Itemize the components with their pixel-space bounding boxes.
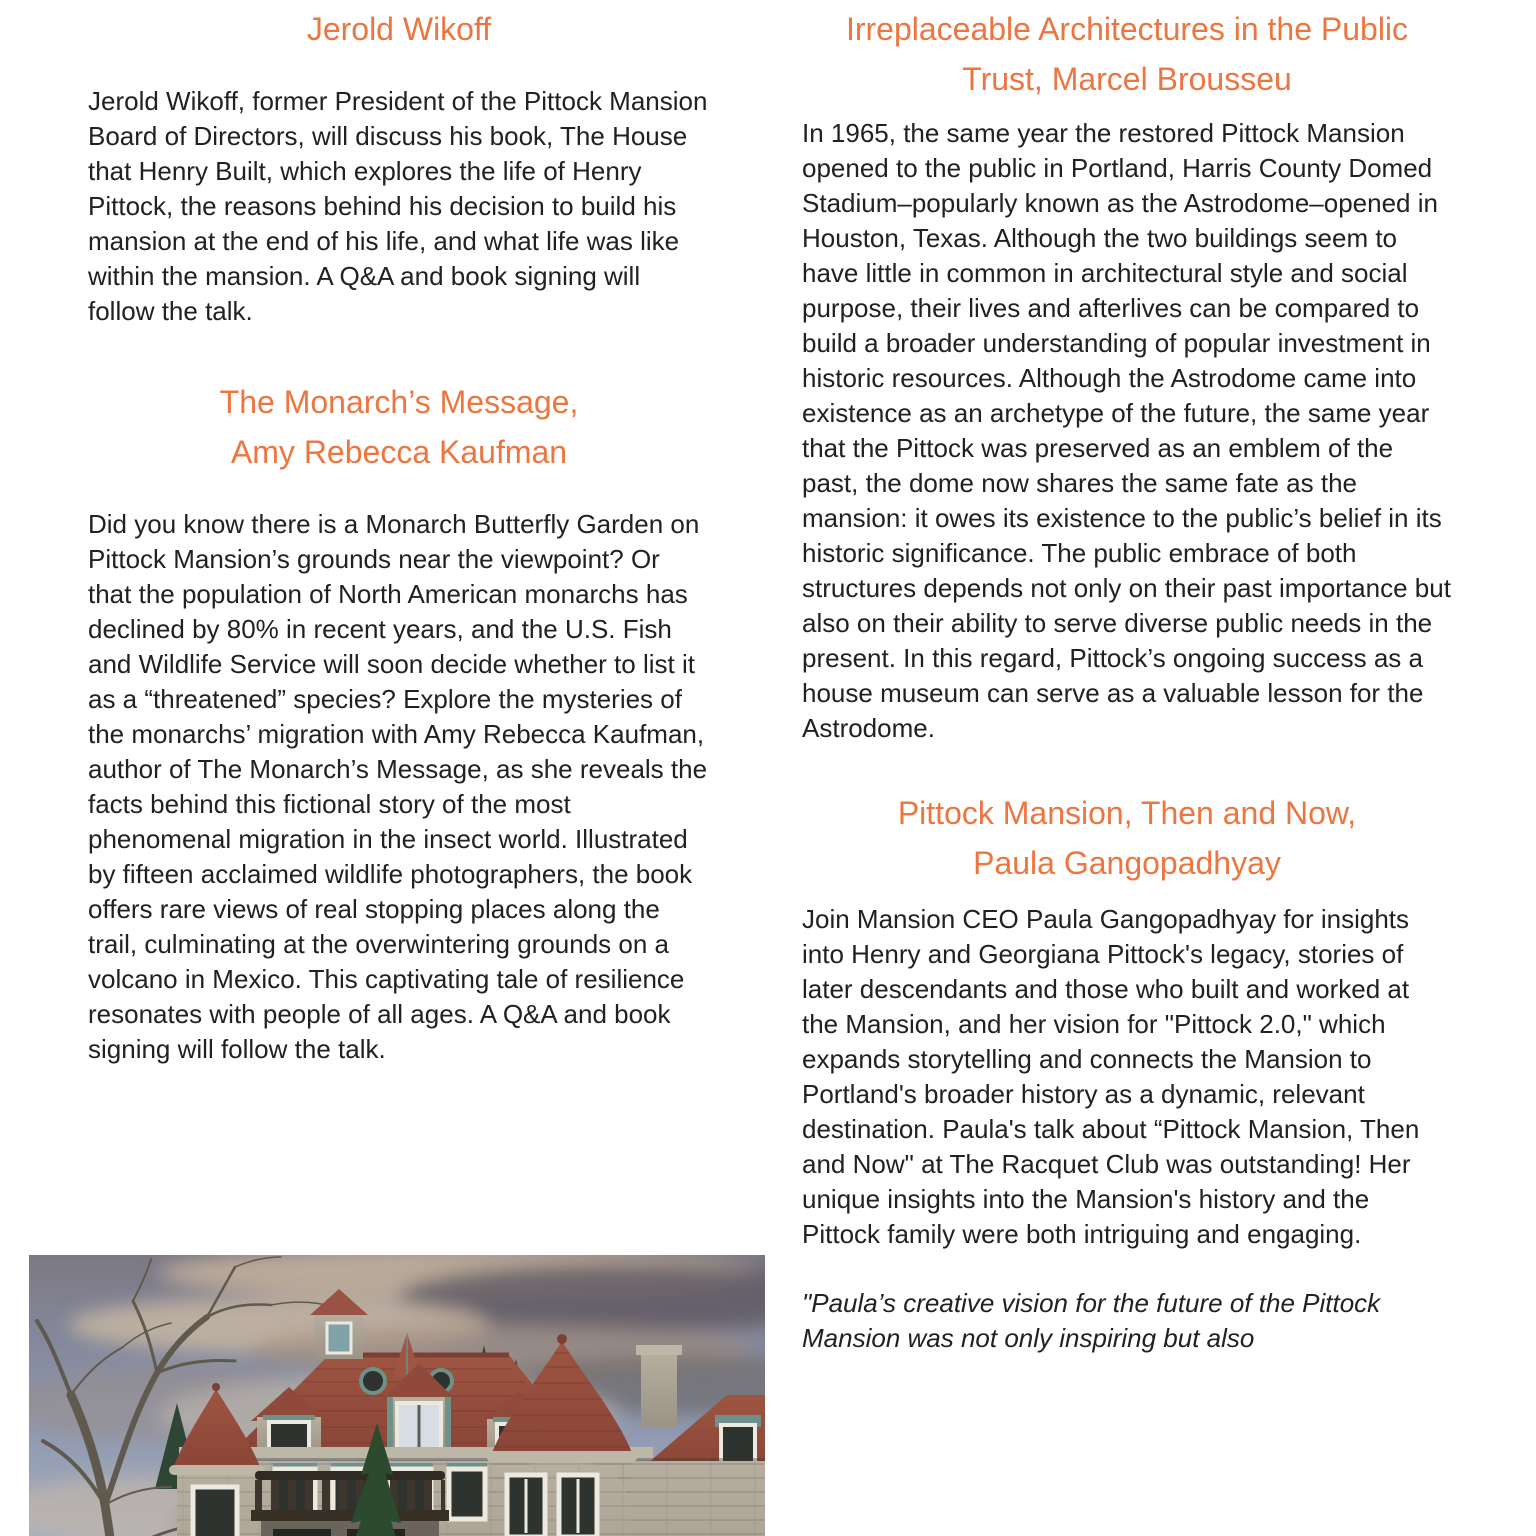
monarchs-message-paragraph: Did you know there is a Monarch Butterfly Garden on Pittock Mansion’s grounds near the viewpoint? Or that the population of North American monarchs has declined by 80% in recent years, and the U.S. Fish and Wildlife Service will soon decide whether to list it as a “threatened” species? Explore the mysteries of the monarchs’ migration with Amy Rebecca Kaufman, author of The Monarch’s Message, as she reveals the facts behind this fictional story of the most phenomenal migration in the insect world. Illustrated by fifteen acclaimed wildlife photographers, the book offers rare views of real stopping places along the trail, culminating at the overwintering grounds on a volcano in Mexico. This captivating tale of resilience resonates with people of all ages. A Q&A and book signing will follow the talk. (88, 509, 708, 1064)
section-pittock-then-and-now (802, 788, 1452, 1356)
section-irreplaceable-architectures (802, 4, 1452, 746)
irreplaceable-architectures-heading (802, 4, 1452, 104)
right-column (802, 4, 1452, 1356)
section-monarchs-message (88, 377, 710, 1067)
pittock-then-now-heading-line2: Paula Gangopadhyay (973, 845, 1281, 881)
jerold-wikoff-heading: Jerold Wikoff (306, 11, 492, 47)
left-column (88, 4, 710, 1067)
irreplaceable-architectures-paragraph: In 1965, the same year the restored Pittock Mansion opened to the public in Portland, Harris County Domed Stadium–popularly known as the Astrodome–opened in Houston, Texas. Although the two buildings seem to have little in common in architectural style and social purpose, their lives and afterlives can be compared to build a broader understanding of popular investment in historic resources. Although the Astrodome came into existence as an archetype of the future, the same year that the Pittock was preserved as an emblem of the past, the dome now shares the same fate as the mansion: it owes its existence to the public’s belief in its historic significance. The public embrace of both structures depends not only on their past importance but also on their ability to serve diverse public needs in the present. In this regard, Pittock’s ongoing success as a house museum can serve as a valuable lesson for the Astrodome. (802, 118, 1451, 743)
mansion-photo-illustration (29, 1255, 765, 1536)
paula-testimonial-quote: "Paula’s creative vision for the future of the Pittock Mansion was not only inspiring but also (802, 1288, 1381, 1353)
jerold-wikoff-paragraph: Jerold Wikoff, former President of the Pittock Mansion Board of Directors, will discuss his book, The House that Henry Built, which explores the life of Henry Pittock, the reasons behind his decision to build his mansion at the end of his life, and what life was like within the mansion. A Q&A and book signing will follow the talk. (88, 86, 708, 326)
irreplaceable-architectures-heading-line1: Irreplaceable Architectures in the Public (845, 11, 1409, 47)
irreplaceable-architectures-heading-line2: Trust, Marcel Brousseu (962, 61, 1292, 97)
monarchs-message-heading-line2: Amy Rebecca Kaufman (230, 434, 568, 470)
mansion-photo (29, 1255, 765, 1536)
pittock-then-now-heading (802, 788, 1452, 888)
pittock-then-now-paragraph: Join Mansion CEO Paula Gangopadhyay for insights into Henry and Georgiana Pittock's legacy, stories of later descendants and those who built and worked at the Mansion, and her vision for "Pittock 2.0," which expands storytelling and connects the Mansion to Portland's broader history as a dynamic, relevant destination. Paula's talk about “Pittock Mansion, Then and Now" at The Racquet Club was outstanding! Her unique insights into the Mansion's history and the Pittock family were both intriguing and engaging. (802, 904, 1420, 1249)
monarchs-message-heading-line1: The Monarch’s Message, (219, 384, 579, 420)
section-jerold-wikoff (88, 4, 710, 329)
pittock-then-now-heading-line1: Pittock Mansion, Then and Now, (897, 795, 1357, 831)
monarchs-message-heading (88, 377, 710, 477)
